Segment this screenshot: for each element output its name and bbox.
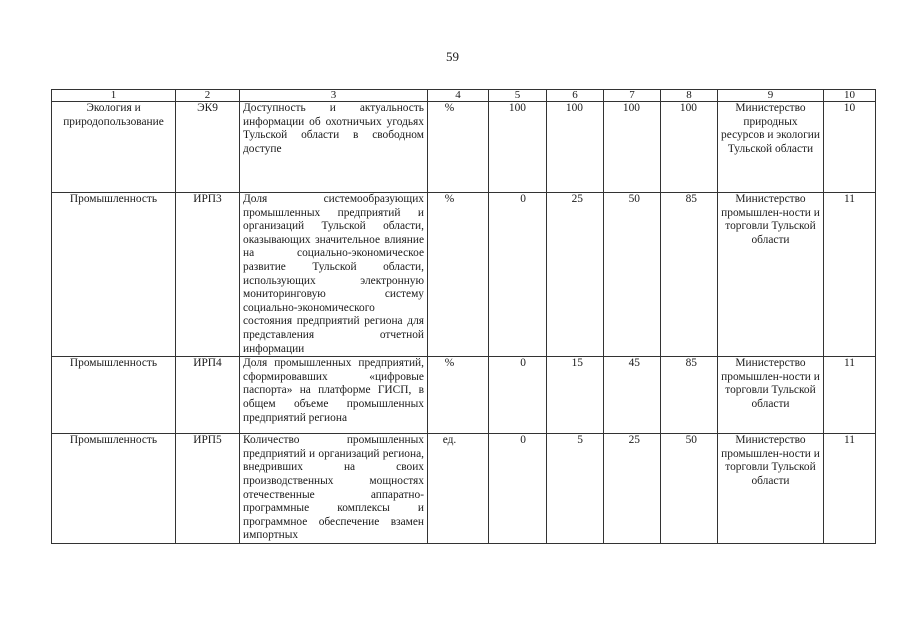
value-cell: 50 xyxy=(661,434,718,544)
column-header: 5 xyxy=(489,90,547,102)
indicator-cell: Количество промышленных предприятий и организаций региона, внедривших на своих производственных мощностях отечественные аппаратно-программные комплексы и программное обеспечение взамен импортных xyxy=(240,434,428,544)
page-number: 59 xyxy=(446,49,459,64)
value-cell: 25 xyxy=(604,434,661,544)
column10-cell: 11 xyxy=(824,193,876,357)
value-cell: 50 xyxy=(604,193,661,357)
value-cell: 0 xyxy=(489,357,547,434)
responsible-cell: Министерство промышлен-ности и торговли Тульской области xyxy=(718,193,824,357)
column-header: 9 xyxy=(718,90,824,102)
column-header: 7 xyxy=(604,90,661,102)
value-cell: 25 xyxy=(547,193,604,357)
unit-cell: % xyxy=(428,357,489,434)
table-row xyxy=(52,434,876,544)
column10-cell: 10 xyxy=(824,102,876,193)
value-cell: 0 xyxy=(489,434,547,544)
column-header: 2 xyxy=(176,90,240,102)
value-cell: 45 xyxy=(604,357,661,434)
column-header: 1 xyxy=(52,90,176,102)
unit-cell: % xyxy=(428,102,489,193)
value-cell: 15 xyxy=(547,357,604,434)
responsible-cell: Министерство природных ресурсов и экологии Тульской области xyxy=(718,102,824,193)
code-cell: ЭК9 xyxy=(176,102,240,193)
value-cell: 0 xyxy=(489,193,547,357)
value-cell: 85 xyxy=(661,193,718,357)
header-row xyxy=(52,90,876,102)
value-cell: 100 xyxy=(489,102,547,193)
table-row xyxy=(52,193,876,357)
value-cell: 5 xyxy=(547,434,604,544)
indicator-cell: Доля системообразующих промышленных предприятий и организаций Тульской области, оказывающих значительное влияние на социально-экономическое развитие Тульской области, использующих электронную мониторинговую систему социально-экономического состояния предприятий региона для представления отчетной информации xyxy=(240,193,428,357)
code-cell: ИРП5 xyxy=(176,434,240,544)
value-cell: 100 xyxy=(547,102,604,193)
code-cell: ИРП4 xyxy=(176,357,240,434)
column-header: 8 xyxy=(661,90,718,102)
column-header: 6 xyxy=(547,90,604,102)
code-cell: ИРП3 xyxy=(176,193,240,357)
column10-cell: 11 xyxy=(824,434,876,544)
table-row xyxy=(52,102,876,193)
unit-cell: ед. xyxy=(428,434,489,544)
indicators-table xyxy=(51,89,876,544)
column-header: 3 xyxy=(240,90,428,102)
value-cell: 100 xyxy=(604,102,661,193)
unit-cell: % xyxy=(428,193,489,357)
responsible-cell: Министерство промышлен-ности и торговли Тульской области xyxy=(718,357,824,434)
column10-cell: 11 xyxy=(824,357,876,434)
sphere-cell: Промышленность xyxy=(52,357,176,434)
responsible-cell: Министерство промышлен-ности и торговли Тульской области xyxy=(718,434,824,544)
sphere-cell: Промышленность xyxy=(52,434,176,544)
indicator-cell: Доля промышленных предприятий, сформировавших «цифровые паспорта» на платформе ГИСП, в общем объеме промышленных предприятий региона xyxy=(240,357,428,434)
table-row xyxy=(52,357,876,434)
indicator-cell: Доступность и актуальность информации об охотничьих угодьях Тульской области в свободном доступе xyxy=(240,102,428,193)
sphere-cell: Экология и природопользование xyxy=(52,102,176,193)
column-header: 4 xyxy=(428,90,489,102)
sphere-cell: Промышленность xyxy=(52,193,176,357)
value-cell: 85 xyxy=(661,357,718,434)
value-cell: 100 xyxy=(661,102,718,193)
column-header: 10 xyxy=(824,90,876,102)
